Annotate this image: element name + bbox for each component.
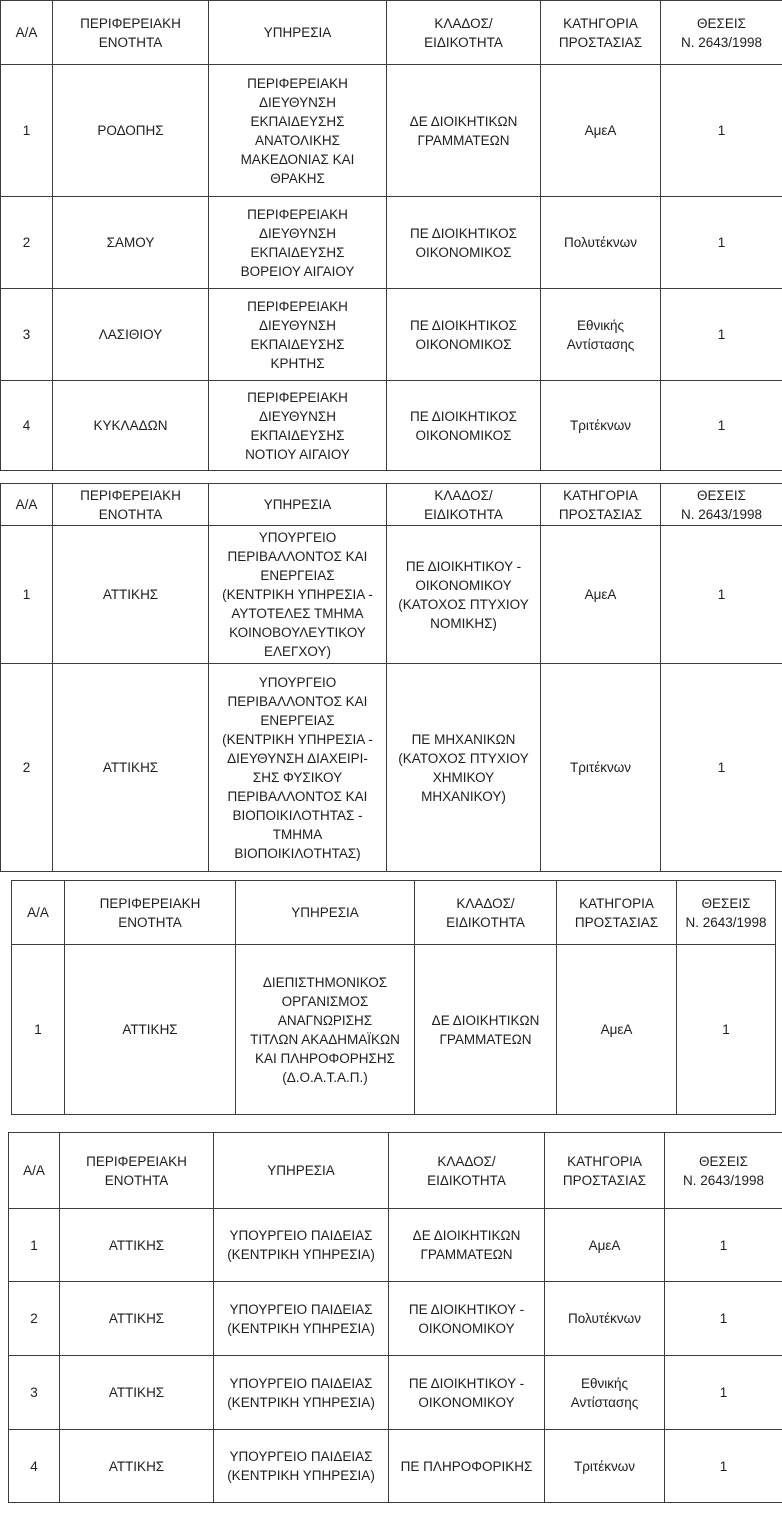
cell-category: Εθνικής Αντίστασης [545, 1356, 665, 1430]
cell-aa: 1 [12, 945, 65, 1115]
header-row [1, 1, 782, 65]
table-row [1, 381, 782, 471]
positions-table-4 [8, 1132, 782, 1503]
cell-aa: 4 [9, 1430, 60, 1503]
table-row [1, 526, 782, 664]
header-row [1, 484, 782, 526]
table-row [9, 1209, 782, 1282]
cell-category: ΑμεΑ [557, 945, 677, 1115]
header-branch: ΚΛΑΔΟΣ/ ΕΙΔΙΚΟΤΗΤΑ [415, 881, 557, 945]
cell-region: ΚΥΚΛΑΔΩΝ [53, 381, 209, 471]
cell-category: Τριτέκνων [545, 1430, 665, 1503]
table-row [9, 1356, 782, 1430]
header-category: ΚΑΤΗΓΟΡΙΑ ΠΡΟΣΤΑΣΙΑΣ [557, 881, 677, 945]
cell-region: ΑΤΤΙΚΗΣ [60, 1282, 214, 1356]
header-service: ΥΠΗΡΕΣΙΑ [214, 1133, 389, 1209]
header-service: ΥΠΗΡΕΣΙΑ [209, 1, 387, 65]
table-row [12, 945, 776, 1115]
header-branch: ΚΛΑΔΟΣ/ ΕΙΔΙΚΟΤΗΤΑ [389, 1133, 545, 1209]
header-aa: Α/Α [1, 484, 53, 526]
cell-aa: 3 [1, 289, 53, 381]
positions-table-3 [11, 880, 776, 1115]
cell-region: ΣΑΜΟΥ [53, 197, 209, 289]
header-positions: ΘΕΣΕΙΣ Ν. 2643/1998 [677, 881, 776, 945]
cell-branch: ΠΕ ΠΛΗΡΟΦΟΡΙΚΗΣ [389, 1430, 545, 1503]
cell-branch: ΠΕ ΔΙΟΙΚΗΤΙΚΟΥ - ΟΙΚΟΝΟΜΙΚΟΥ [389, 1356, 545, 1430]
cell-category: ΑμεΑ [541, 526, 661, 664]
header-aa: Α/Α [1, 1, 53, 65]
header-positions: ΘΕΣΕΙΣ Ν. 2643/1998 [665, 1133, 782, 1209]
cell-category: Πολυτέκνων [545, 1282, 665, 1356]
cell-region: ΡΟΔΟΠΗΣ [53, 65, 209, 197]
cell-branch: ΠΕ ΔΙΟΙΚΗΤΙΚΟΥ - ΟΙΚΟΝΟΜΙΚΟΥ [389, 1282, 545, 1356]
header-region: ΠΕΡΙΦΕΡΕΙΑΚΗ ΕΝΟΤΗΤΑ [65, 881, 236, 945]
cell-branch: ΔΕ ΔΙΟΙΚΗΤΙΚΩΝ ΓΡΑΜΜΑΤΕΩΝ [387, 65, 541, 197]
cell-aa: 2 [9, 1282, 60, 1356]
cell-positions: 1 [661, 289, 782, 381]
cell-branch: ΠΕ ΔΙΟΙΚΗΤΙΚΟΣ ΟΙΚΟΝΟΜΙΚΟΣ [387, 289, 541, 381]
cell-region: ΑΤΤΙΚΗΣ [65, 945, 236, 1115]
table-row [1, 197, 782, 289]
header-row [9, 1133, 782, 1209]
cell-service: ΠΕΡΙΦΕΡΕΙΑΚΗ ΔΙΕΥΘΥΝΣΗ ΕΚΠΑΙΔΕΥΣΗΣ ΑΝΑΤΟΛΙΚΗΣ ΜΑΚΕΔΟΝΙΑΣ ΚΑΙ ΘΡΑΚΗΣ [209, 65, 387, 197]
cell-branch: ΔΕ ΔΙΟΙΚΗΤΙΚΩΝ ΓΡΑΜΜΑΤΕΩΝ [415, 945, 557, 1115]
cell-positions: 1 [677, 945, 776, 1115]
cell-service: ΥΠΟΥΡΓΕΙΟ ΠΑΙΔΕΙΑΣ (ΚΕΝΤΡΙΚΗ ΥΠΗΡΕΣΙΑ) [214, 1282, 389, 1356]
cell-service: ΥΠΟΥΡΓΕΙΟ ΠΑΙΔΕΙΑΣ (ΚΕΝΤΡΙΚΗ ΥΠΗΡΕΣΙΑ) [214, 1430, 389, 1503]
cell-service: ΠΕΡΙΦΕΡΕΙΑΚΗ ΔΙΕΥΘΥΝΣΗ ΕΚΠΑΙΔΕΥΣΗΣ ΒΟΡΕΙΟΥ ΑΙΓΑΙΟΥ [209, 197, 387, 289]
cell-aa: 3 [9, 1356, 60, 1430]
cell-positions: 1 [665, 1282, 782, 1356]
cell-positions: 1 [661, 664, 782, 872]
cell-aa: 4 [1, 381, 53, 471]
cell-category: ΑμεΑ [545, 1209, 665, 1282]
cell-service: ΥΠΟΥΡΓΕΙΟ ΠΕΡΙΒΑΛΛΟΝΤΟΣ ΚΑΙ ΕΝΕΡΓΕΙΑΣ (ΚΕΝΤΡΙΚΗ ΥΠΗΡΕΣΙΑ - ΔΙΕΥΘΥΝΣΗ ΔΙΑΧΕΙΡΙ- ΣΗΣ ΦΥΣΙΚΟΥ ΠΕΡΙΒΑΛΛΟΝΤΟΣ ΚΑΙ ΒΙΟΠΟΙΚΙΛΟΤΗΤΑΣ - ΤΜΗΜΑ ΒΙΟΠΟΙΚΙΛΟΤΗΤΑΣ) [209, 664, 387, 872]
cell-positions: 1 [661, 381, 782, 471]
cell-region: ΑΤΤΙΚΗΣ [60, 1356, 214, 1430]
table-row [9, 1282, 782, 1356]
cell-region: ΑΤΤΙΚΗΣ [60, 1209, 214, 1282]
header-row [12, 881, 776, 945]
header-branch: ΚΛΑΔΟΣ/ ΕΙΔΙΚΟΤΗΤΑ [387, 484, 541, 526]
cell-service: ΔΙΕΠΙΣΤΗΜΟΝΙΚΟΣ ΟΡΓΑΝΙΣΜΟΣ ΑΝΑΓΝΩΡΙΣΗΣ ΤΙΤΛΩΝ ΑΚΑΔΗΜΑΪΚΩΝ ΚΑΙ ΠΛΗΡΟΦΟΡΗΣΗΣ (Δ.Ο.Α.Τ.Α.Π.) [236, 945, 415, 1115]
cell-positions: 1 [665, 1356, 782, 1430]
cell-positions: 1 [661, 65, 782, 197]
header-region: ΠΕΡΙΦΕΡΕΙΑΚΗ ΕΝΟΤΗΤΑ [53, 1, 209, 65]
cell-category: Εθνικής Αντίστασης [541, 289, 661, 381]
cell-service: ΥΠΟΥΡΓΕΙΟ ΠΑΙΔΕΙΑΣ (ΚΕΝΤΡΙΚΗ ΥΠΗΡΕΣΙΑ) [214, 1356, 389, 1430]
cell-aa: 1 [1, 65, 53, 197]
cell-positions: 1 [665, 1430, 782, 1503]
cell-positions: 1 [661, 197, 782, 289]
cell-service: ΠΕΡΙΦΕΡΕΙΑΚΗ ΔΙΕΥΘΥΝΣΗ ΕΚΠΑΙΔΕΥΣΗΣ ΝΟΤΙΟΥ ΑΙΓΑΙΟΥ [209, 381, 387, 471]
cell-aa: 2 [1, 664, 53, 872]
cell-region: ΛΑΣΙΘΙΟΥ [53, 289, 209, 381]
header-region: ΠΕΡΙΦΕΡΕΙΑΚΗ ΕΝΟΤΗΤΑ [53, 484, 209, 526]
header-category: ΚΑΤΗΓΟΡΙΑ ΠΡΟΣΤΑΣΙΑΣ [541, 484, 661, 526]
header-positions: ΘΕΣΕΙΣ Ν. 2643/1998 [661, 1, 782, 65]
header-aa: Α/Α [9, 1133, 60, 1209]
cell-service: ΥΠΟΥΡΓΕΙΟ ΠΕΡΙΒΑΛΛΟΝΤΟΣ ΚΑΙ ΕΝΕΡΓΕΙΑΣ (ΚΕΝΤΡΙΚΗ ΥΠΗΡΕΣΙΑ - ΑΥΤΟΤΕΛΕΣ ΤΜΗΜΑ ΚΟΙΝΟΒΟΥΛΕΥΤΙΚΟΥ ΕΛΕΓΧΟΥ) [209, 526, 387, 664]
cell-region: ΑΤΤΙΚΗΣ [53, 664, 209, 872]
cell-service: ΥΠΟΥΡΓΕΙΟ ΠΑΙΔΕΙΑΣ (ΚΕΝΤΡΙΚΗ ΥΠΗΡΕΣΙΑ) [214, 1209, 389, 1282]
cell-branch: ΔΕ ΔΙΟΙΚΗΤΙΚΩΝ ΓΡΑΜΜΑΤΕΩΝ [389, 1209, 545, 1282]
cell-aa: 1 [1, 526, 53, 664]
table-row [1, 664, 782, 872]
cell-region: ΑΤΤΙΚΗΣ [60, 1430, 214, 1503]
header-service: ΥΠΗΡΕΣΙΑ [236, 881, 415, 945]
cell-region: ΑΤΤΙΚΗΣ [53, 526, 209, 664]
cell-service: ΠΕΡΙΦΕΡΕΙΑΚΗ ΔΙΕΥΘΥΝΣΗ ΕΚΠΑΙΔΕΥΣΗΣ ΚΡΗΤΗΣ [209, 289, 387, 381]
cell-category: Τριτέκνων [541, 664, 661, 872]
cell-branch: ΠΕ ΔΙΟΙΚΗΤΙΚΟΥ - ΟΙΚΟΝΟΜΙΚΟΥ (ΚΑΤΟΧΟΣ ΠΤΥΧΙΟΥ ΝΟΜΙΚΗΣ) [387, 526, 541, 664]
cell-branch: ΠΕ ΜΗΧΑΝΙΚΩΝ (ΚΑΤΟΧΟΣ ΠΤΥΧΙΟΥ ΧΗΜΙΚΟΥ ΜΗΧΑΝΙΚΟΥ) [387, 664, 541, 872]
table-row [1, 289, 782, 381]
header-region: ΠΕΡΙΦΕΡΕΙΑΚΗ ΕΝΟΤΗΤΑ [60, 1133, 214, 1209]
positions-table-2 [0, 483, 782, 872]
table-row [1, 65, 782, 197]
cell-branch: ΠΕ ΔΙΟΙΚΗΤΙΚΟΣ ΟΙΚΟΝΟΜΙΚΟΣ [387, 381, 541, 471]
cell-category: Τριτέκνων [541, 381, 661, 471]
cell-category: ΑμεΑ [541, 65, 661, 197]
header-service: ΥΠΗΡΕΣΙΑ [209, 484, 387, 526]
header-category: ΚΑΤΗΓΟΡΙΑ ΠΡΟΣΤΑΣΙΑΣ [541, 1, 661, 65]
header-category: ΚΑΤΗΓΟΡΙΑ ΠΡΟΣΤΑΣΙΑΣ [545, 1133, 665, 1209]
header-branch: ΚΛΑΔΟΣ/ ΕΙΔΙΚΟΤΗΤΑ [387, 1, 541, 65]
cell-aa: 2 [1, 197, 53, 289]
header-aa: Α/Α [12, 881, 65, 945]
cell-branch: ΠΕ ΔΙΟΙΚΗΤΙΚΟΣ ΟΙΚΟΝΟΜΙΚΟΣ [387, 197, 541, 289]
table-row [9, 1430, 782, 1503]
cell-positions: 1 [661, 526, 782, 664]
header-positions: ΘΕΣΕΙΣ Ν. 2643/1998 [661, 484, 782, 526]
positions-table-1 [0, 0, 782, 471]
cell-positions: 1 [665, 1209, 782, 1282]
cell-aa: 1 [9, 1209, 60, 1282]
cell-category: Πολυτέκνων [541, 197, 661, 289]
